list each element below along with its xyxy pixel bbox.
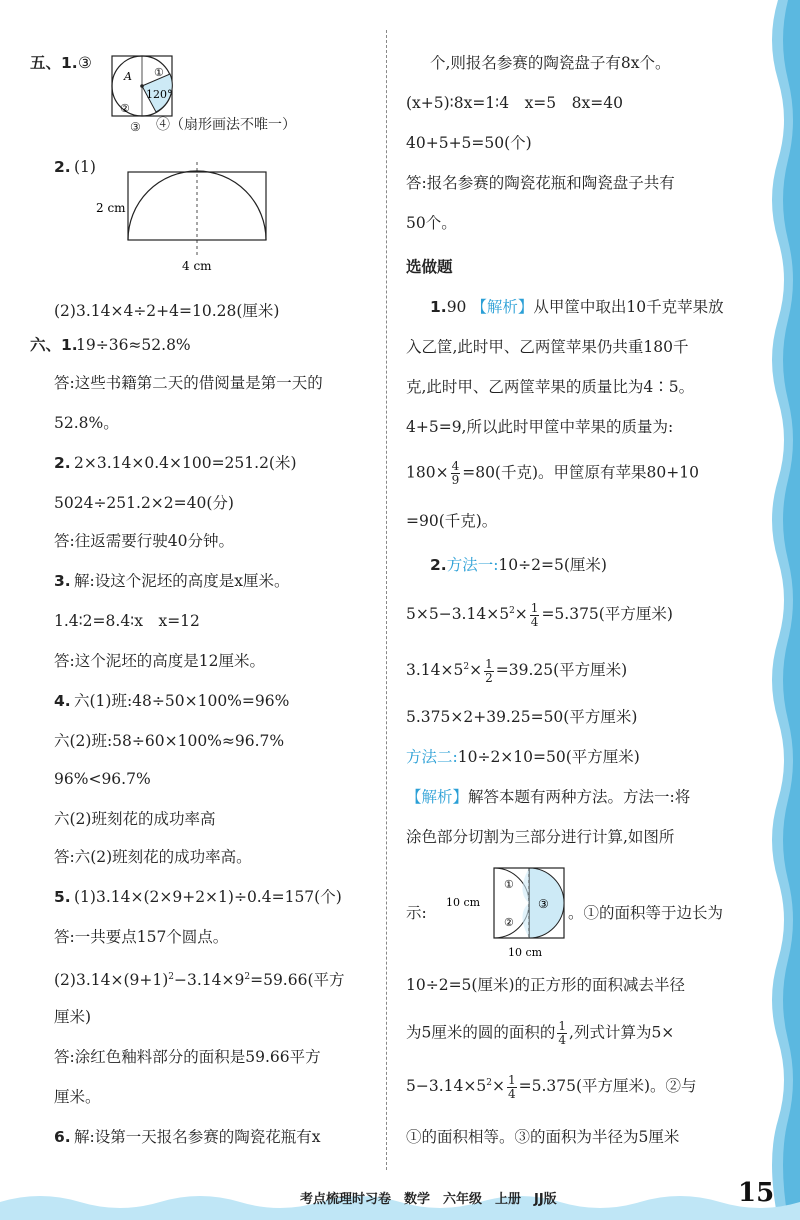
q5-l3b: −3.14×9 [174, 971, 245, 990]
q5-l3c: =59.66(平方 [250, 971, 345, 990]
optional-heading: 选做题 [406, 258, 453, 276]
wave-border-decoration [738, 0, 800, 1220]
o2-t2a: 5×5−3.14×5 [406, 605, 510, 624]
q5-ans2b: 厘米。 [54, 1088, 101, 1106]
q5-sq2: 2 [244, 972, 251, 982]
o2-t2b: × [514, 605, 528, 624]
q5-l3 [54, 966, 345, 991]
o2-t3-frac-den: 2 [485, 670, 493, 685]
o1-t1: 从甲筐中取出10千克苹果放 [533, 298, 724, 316]
q4-l3: 96%<96.7% [54, 770, 151, 788]
o2-e6a: 5−3.14×5 [406, 1077, 487, 1096]
q5-expr: (1)3.14×(2×9+2×1)÷0.4=157(个) [74, 888, 342, 906]
o2-t3c: =39.25(平方厘米) [495, 661, 628, 680]
r-l1: 个,则报名参赛的陶瓷盘子有8x个。 [430, 54, 671, 72]
q5-label: 5. [54, 888, 71, 906]
o2-t2-sq: 2 [509, 606, 515, 616]
fig3-height: 10 cm [446, 896, 481, 909]
q3-l2: 1.4∶2=8.4∶x x=12 [54, 612, 200, 630]
q2-label: 2. [54, 454, 71, 472]
o2-e5-frac-den: 4 [558, 1033, 567, 1047]
q2-l2: 5024÷251.2×2=40(分) [54, 494, 234, 512]
q4-l4: 六(2)班刻花的成功率高 [54, 810, 216, 828]
o2-e4: 10÷2=5(厘米)的正方形的面积减去半径 [406, 976, 686, 994]
q6-expr: 解:设第一天报名参赛的陶瓷花瓶有x [74, 1128, 321, 1146]
o2-line1 [430, 554, 607, 576]
o2-t4: 5.375×2+39.25=50(平方厘米) [406, 708, 638, 726]
o1-frac-den: 9 [451, 473, 460, 487]
o2-t2c: =5.375(平方厘米) [541, 605, 673, 624]
o2-e6-frac [507, 1074, 517, 1101]
o2-t3-frac [484, 658, 494, 685]
o2-e1-text: 解答本题有两种方法。方法一:将 [468, 788, 691, 806]
q2-expr: 2×3.14×0.4×100=251.2(米) [74, 454, 297, 472]
o1-label: 1. [430, 298, 447, 316]
o2-e5a: 为5厘米的圆的面积的 [406, 1023, 556, 1042]
fig2-width: 4 cm [182, 259, 212, 272]
o2-m1: 方法一: [446, 556, 499, 574]
q3-expr: 解:设这个泥坯的高度是x厘米。 [74, 572, 290, 590]
o2-e2: 涂色部分切割为三部分进行计算,如图所 [406, 828, 675, 846]
o2-e7: ①的面积相等。③的面积为半径为5厘米 [406, 1128, 680, 1146]
fig2-height: 2 cm [96, 201, 126, 215]
o2-e3b: 。①的面积等于边长为 [568, 904, 724, 922]
fig1-c1: ① [154, 66, 164, 79]
o2-t3 [406, 656, 627, 685]
o2-t3b: × [469, 661, 483, 680]
s5-q2-part: (1) [74, 158, 96, 176]
s6-q1-expr: 19÷36≈52.8% [76, 336, 191, 354]
s6-q1-ans2: 52.8%。 [54, 414, 119, 432]
figure-square-circle-sector [108, 52, 180, 122]
o2-t3-sq: 2 [463, 662, 470, 672]
s5-q1-note: ④（扇形画法不唯一） [156, 117, 296, 133]
o1-t5 [406, 460, 699, 487]
r-l2: (x+5)∶8x=1∶4 x=5 8x=40 [406, 94, 623, 112]
o2-e3a: 示: [406, 904, 427, 922]
o2-label: 2. [430, 556, 447, 574]
section6-q1-label: 六、1. [30, 336, 78, 354]
q6-label: 6. [54, 1128, 71, 1146]
s5-q2-label: 2. [54, 158, 71, 176]
o2-t5-expr: 10÷2×10=50(平方厘米) [457, 748, 640, 766]
o1-t4: 4+5=9,所以此时甲筐中苹果的质量为: [406, 418, 674, 436]
r-l5: 50个。 [406, 214, 457, 232]
o2-m2: 方法二: [406, 748, 458, 766]
o1-t3: 克,此时甲、乙两筐苹果的质量比为4∶5。 [406, 378, 695, 396]
o1-t2: 入乙筐,此时甲、乙两筐苹果仍共重180千 [406, 338, 689, 356]
o2-e5-frac-num: 1 [558, 1019, 567, 1033]
q3-ans: 答:这个泥坯的高度是12厘米。 [54, 652, 265, 670]
o2-t2-frac-num: 1 [530, 600, 539, 615]
q4-l2: 六(2)班:58÷60×100%≈96.7% [54, 732, 285, 750]
fig1-label-a: A [124, 70, 132, 83]
r-l3: 40+5+5=50(个) [406, 134, 532, 152]
fig1-c3: ③ [130, 120, 141, 134]
fig3-c3: ③ [538, 897, 549, 911]
page-number: 15 [738, 1178, 775, 1208]
fig1-c2: ② [120, 102, 130, 115]
figure-square-quarter-circles [446, 862, 570, 962]
o2-t3-frac-num: 1 [485, 656, 493, 671]
s5-q1-mark: ③ [78, 54, 92, 72]
o2-e1 [406, 786, 690, 808]
q2-ans: 答:往返需要行驶40分钟。 [54, 532, 234, 550]
q4-expr: 六(1)班:48÷50×100%=96% [74, 692, 290, 710]
o2-e6-frac-den: 4 [507, 1086, 516, 1101]
s6-q1-ans1: 答:这些书籍第二天的借阅量是第一天的 [54, 374, 323, 392]
o1-val: 90 [446, 298, 467, 316]
o1-frac-num: 4 [451, 459, 460, 473]
o2-t2 [406, 600, 673, 629]
o2-jiexi: 【解析】 [406, 788, 469, 806]
r-l4: 答:报名参赛的陶瓷花瓶和陶瓷盘子共有 [406, 174, 675, 192]
o1-fraction [451, 460, 461, 487]
o2-t2-frac [530, 602, 540, 629]
o1-line1 [430, 296, 724, 318]
fig3-width: 10 cm [508, 946, 543, 959]
o1-t6: =90(千克)。 [406, 512, 498, 530]
o1-t5a: 180× [406, 463, 449, 482]
q3-label: 3. [54, 572, 71, 590]
page-footer: 考点梳理时习卷 数学 六年级 上册 JJ版 [300, 1192, 557, 1207]
q5-l3a: (2)3.14×(9+1) [54, 971, 169, 990]
o2-t5 [406, 746, 640, 768]
o2-e6-sq: 2 [486, 1078, 492, 1088]
column-divider [386, 30, 387, 1170]
fig1-angle: 120° [146, 88, 173, 101]
o2-t2-frac-den: 4 [530, 614, 539, 629]
q5-ans: 答:一共要点157个圆点。 [54, 928, 229, 946]
q5-l4: 厘米) [54, 1008, 92, 1026]
figure-semicircle-in-rectangle [96, 160, 276, 272]
o2-e5 [406, 1020, 674, 1047]
q5-sq1: 2 [168, 972, 174, 982]
o1-jiexi: 【解析】 [471, 298, 534, 316]
o1-t5b: =80(千克)。甲筐原有苹果80+10 [462, 463, 699, 482]
q5-ans2a: 答:涂红色釉料部分的面积是59.66平方 [54, 1048, 321, 1066]
section5-q1-label: 五、1. [30, 54, 78, 72]
s5-q2-2: (2)3.14×4÷2+4=10.28(厘米) [54, 302, 280, 320]
o2-t3a: 3.14×5 [406, 661, 464, 680]
q4-ans: 答:六(2)班刻花的成功率高。 [54, 848, 252, 866]
fig3-c2: ② [504, 916, 514, 929]
o2-e6 [406, 1072, 697, 1101]
fig3-c1: ① [504, 878, 514, 891]
o2-e5-frac [557, 1020, 567, 1047]
o2-e5b: ,列式计算为5× [569, 1023, 675, 1042]
o2-e6-frac-num: 1 [507, 1072, 516, 1087]
o2-e6b: × [491, 1077, 505, 1096]
q4-label: 4. [54, 692, 71, 710]
o2-e6c: =5.375(平方厘米)。②与 [518, 1077, 697, 1096]
o2-t1: 10÷2=5(厘米) [498, 556, 607, 574]
